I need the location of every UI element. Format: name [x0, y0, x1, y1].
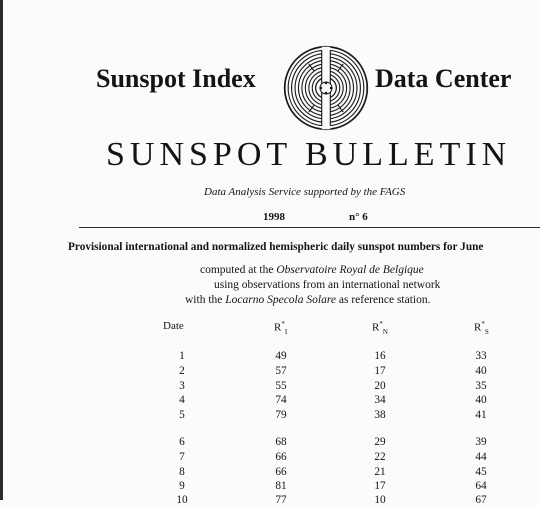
table-cell-rs: 44: [475, 451, 487, 463]
table-cell-rn: 38: [374, 409, 386, 421]
intro-line-3: [185, 294, 431, 306]
table-cell-rn: 16: [374, 350, 386, 362]
labyrinth-logo-icon: [283, 45, 369, 131]
table-cell-rn: 21: [374, 466, 386, 478]
column-header-ri-label: R: [274, 321, 282, 334]
table-cell-date: 10: [176, 494, 188, 506]
table-cell-ri: 55: [275, 380, 287, 392]
observatory-name: Observatoire Royal de Belgique: [276, 264, 424, 276]
table-cell-rn: 34: [374, 394, 386, 406]
table-cell-rs: 39: [475, 436, 487, 448]
bulletin-year: 1998: [263, 211, 285, 223]
table-cell-rs: 33: [475, 350, 487, 362]
table-cell-date: 4: [179, 394, 185, 406]
table-cell-rs: 45: [475, 466, 487, 478]
table-cell-date: 5: [179, 409, 185, 421]
table-cell-date: 8: [179, 466, 185, 478]
table-cell-date: 6: [179, 436, 185, 448]
table-cell-ri: 79: [275, 409, 287, 421]
table-cell-rn: 10: [374, 494, 386, 506]
column-header-rs-sup: *: [481, 320, 485, 328]
intro-line-1-prefix: computed at the: [200, 264, 277, 276]
table-cell-rn: 17: [374, 365, 386, 377]
intro-line-1: [200, 264, 424, 276]
bulletin-issue: n° 6: [349, 211, 368, 223]
table-cell-rn: 17: [374, 480, 386, 492]
table-cell-ri: 66: [275, 451, 287, 463]
table-cell-rs: 41: [475, 409, 487, 421]
table-cell-rn: 22: [374, 451, 386, 463]
brand-left-text: Sunspot Index: [96, 64, 256, 93]
table-cell-date: 9: [179, 480, 185, 492]
column-header-ri-sub: I: [284, 327, 288, 336]
table-cell-date: 7: [179, 451, 185, 463]
column-header-rn-sub: N: [382, 327, 388, 336]
table-cell-rn: 29: [374, 436, 386, 448]
table-cell-rs: 35: [475, 380, 487, 392]
column-header-date-label: Date: [163, 320, 184, 332]
brand-right-text: Data Center: [375, 64, 512, 93]
table-cell-ri: 74: [275, 394, 287, 406]
table-cell-rs: 40: [475, 365, 487, 377]
column-header-ri: [274, 320, 287, 336]
table-cell-ri: 68: [275, 436, 287, 448]
table-cell-date: 2: [179, 365, 185, 377]
table-cell-date: 3: [179, 380, 185, 392]
page-edge-shadow: [0, 0, 3, 500]
section-heading: Provisional international and normalized hemispheric daily sunspot numbers for June: [68, 241, 484, 253]
table-cell-ri: 57: [275, 365, 287, 377]
table-cell-ri: 66: [275, 466, 287, 478]
header-divider: [79, 227, 540, 228]
table-cell-ri: 81: [275, 480, 287, 492]
column-header-rn: [372, 320, 388, 336]
column-header-ri-sup: *: [281, 320, 285, 328]
column-header-rs-label: R: [474, 321, 482, 334]
reference-station-name: Locarno Specola Solare: [225, 294, 336, 306]
intro-line-2: using observations from an international network: [214, 279, 441, 291]
intro-line-3-suffix: as reference station.: [335, 294, 431, 306]
table-cell-ri: 49: [275, 350, 287, 362]
table-cell-rs: 64: [475, 480, 487, 492]
column-header-rs: [474, 320, 489, 336]
table-cell-rn: 20: [374, 380, 386, 392]
column-header-rn-sup: *: [379, 320, 383, 328]
column-header-date: [163, 320, 184, 332]
column-header-rn-label: R: [372, 321, 380, 334]
bulletin-title: SUNSPOT BULLETIN: [106, 136, 512, 173]
table-cell-ri: 77: [275, 494, 287, 506]
table-cell-rs: 67: [475, 494, 487, 506]
table-cell-date: 1: [179, 350, 185, 362]
bulletin-subtitle: Data Analysis Service supported by the FAGS: [204, 186, 406, 198]
intro-line-3-prefix: with the: [185, 294, 226, 306]
column-header-rs-sub: S: [484, 327, 489, 336]
table-cell-rs: 40: [475, 394, 487, 406]
